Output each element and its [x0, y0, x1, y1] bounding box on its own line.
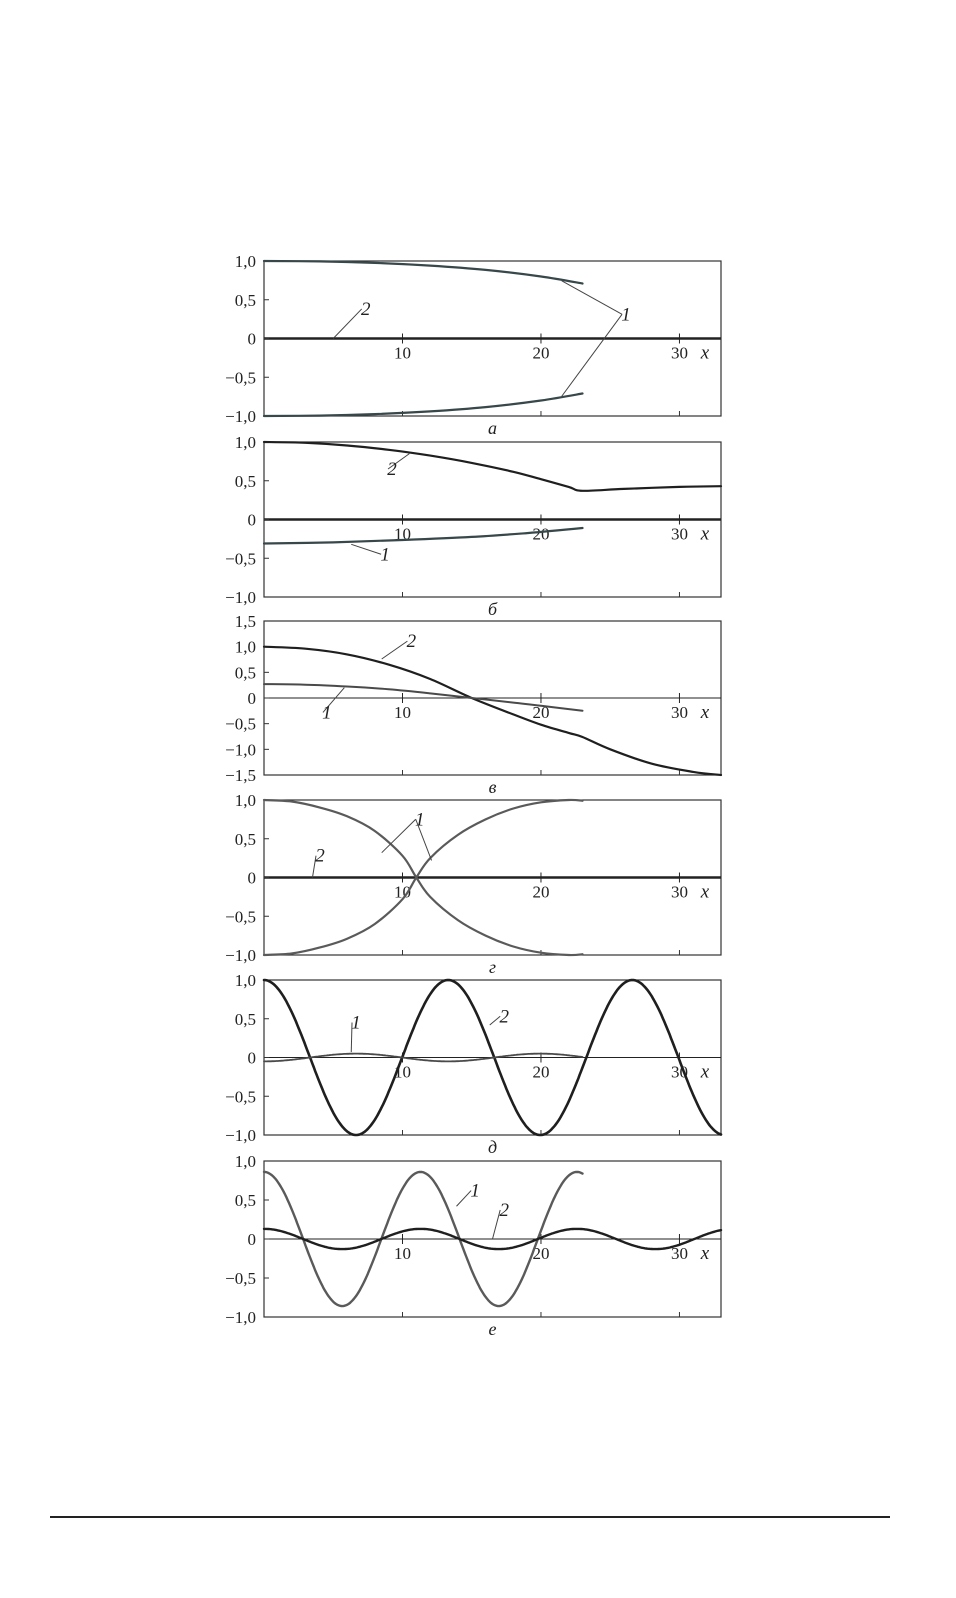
x-axis-label: x — [700, 1061, 710, 1083]
x-tick-label: 20 — [532, 1244, 550, 1263]
x-tick-label: 30 — [670, 343, 688, 363]
y-tick-label: 0 — [247, 1048, 256, 1068]
y-tick-label: 0,5 — [234, 471, 256, 491]
x-tick-label: 20 — [532, 882, 550, 902]
chart-panel-1 — [225, 252, 721, 438]
x-axis-label: x — [700, 881, 710, 903]
x-tick-label: 30 — [670, 1244, 688, 1263]
y-tick-label: −1,0 — [225, 407, 256, 426]
x-tick-label: 20 — [532, 703, 550, 722]
curve-number-label: 1 — [414, 809, 425, 831]
x-tick-label: 30 — [670, 703, 688, 722]
x-tick-label: 30 — [670, 1062, 688, 1082]
series-curve-1 — [264, 261, 583, 284]
y-tick-label: −1,0 — [225, 1126, 256, 1145]
x-axis-label: x — [700, 342, 710, 364]
x-tick-label: 30 — [670, 524, 688, 544]
curve-number-label: 2 — [406, 631, 417, 653]
x-axis-label: x — [700, 1243, 710, 1264]
chart-panel-5 — [225, 971, 721, 1157]
curve-number-label: 1 — [351, 1012, 361, 1034]
x-tick-label: 10 — [393, 703, 411, 722]
y-tick-label: 0,5 — [234, 1009, 256, 1029]
x-axis-label: x — [700, 523, 710, 545]
y-tick-label: −0,5 — [225, 714, 256, 734]
x-tick-label: 10 — [393, 1244, 411, 1263]
annotation-leader — [333, 309, 361, 339]
y-tick-label: −1,5 — [225, 766, 256, 785]
chart-panel-6 — [225, 1152, 721, 1339]
y-tick-label: −0,5 — [225, 1269, 256, 1288]
annotation-leader — [562, 281, 622, 315]
footer-rule — [50, 1516, 890, 1518]
curve-number-label: 1 — [322, 702, 332, 724]
curve-number-label: 1 — [380, 544, 390, 566]
y-tick-label: 0 — [247, 868, 256, 888]
annotation-leader — [382, 641, 408, 659]
curve-number-label: 2 — [499, 1200, 509, 1222]
curve-number-label: 2 — [499, 1006, 509, 1028]
x-axis-label: x — [700, 702, 710, 723]
annotation-leader — [382, 819, 416, 852]
y-tick-label: 0 — [247, 510, 256, 530]
x-tick-label: 10 — [393, 343, 411, 363]
x-tick-label: 20 — [532, 1062, 550, 1082]
curve-number-label: 1 — [470, 1180, 480, 1202]
y-tick-label: 0,5 — [234, 829, 256, 849]
annotation-leader — [562, 314, 622, 396]
curve-number-label: 1 — [621, 304, 631, 326]
curve-number-label: 2 — [315, 845, 325, 867]
panel-caption: а — [488, 418, 497, 438]
curve-number-label: 2 — [387, 459, 397, 480]
panel-caption: е — [488, 1319, 497, 1339]
y-tick-label: 1,0 — [234, 1152, 256, 1171]
x-tick-label: 10 — [393, 1062, 411, 1082]
y-tick-label: −0,5 — [225, 1087, 256, 1107]
y-tick-label: 1,0 — [234, 971, 256, 990]
series-curve-2 — [264, 442, 721, 491]
y-tick-label: −0,5 — [225, 907, 256, 927]
chart-panel-2 — [225, 433, 721, 619]
x-tick-label: 20 — [532, 524, 550, 544]
y-tick-label: −1,0 — [225, 588, 256, 607]
y-tick-label: −1,0 — [225, 1308, 256, 1327]
annotation-leader — [456, 1191, 471, 1207]
panel-caption: в — [488, 777, 497, 797]
y-tick-label: 1,5 — [234, 612, 256, 631]
y-tick-label: −1,0 — [225, 946, 256, 965]
x-tick-label: 10 — [393, 882, 411, 902]
panel-caption: б — [487, 599, 498, 619]
curve-number-label: 2 — [360, 298, 371, 320]
y-tick-label: −0,5 — [225, 549, 256, 569]
y-tick-label: 0,5 — [234, 663, 256, 683]
x-tick-label: 10 — [393, 524, 411, 544]
y-tick-label: 0,5 — [234, 1191, 256, 1210]
y-tick-label: 1,0 — [234, 791, 256, 810]
panel-caption: д — [487, 1137, 498, 1157]
y-tick-label: 1,0 — [234, 252, 256, 271]
series-curve-2 — [264, 647, 721, 775]
y-tick-label: −0,5 — [225, 368, 256, 388]
y-tick-label: 0 — [247, 689, 256, 708]
series-curve-1 — [264, 394, 583, 417]
annotation-leader — [351, 544, 381, 554]
panel-caption: г — [488, 957, 497, 977]
y-tick-label: 1,0 — [234, 433, 256, 452]
chart-panel-4 — [225, 791, 721, 977]
chart-panel-3 — [225, 612, 721, 797]
y-tick-label: −1,0 — [225, 740, 256, 760]
y-tick-label: 0 — [247, 329, 256, 349]
y-tick-label: 0,5 — [234, 290, 256, 310]
y-tick-label: 0 — [247, 1230, 256, 1249]
y-tick-label: 1,0 — [234, 637, 256, 657]
x-tick-label: 30 — [670, 882, 688, 902]
x-tick-label: 20 — [532, 343, 550, 363]
